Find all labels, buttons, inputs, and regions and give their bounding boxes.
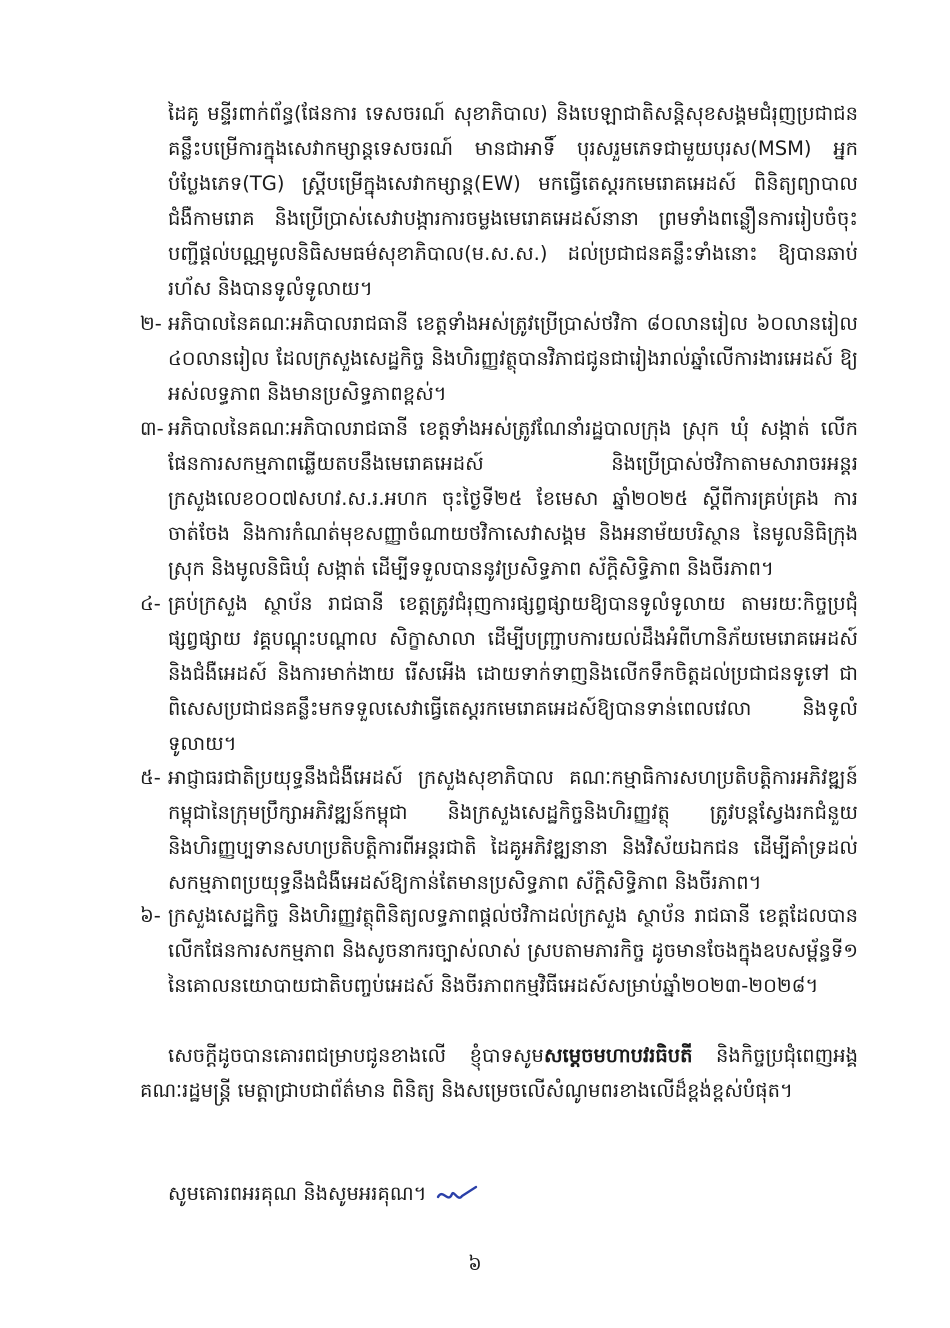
signature-icon [435, 1182, 479, 1206]
list-item [140, 411, 858, 586]
list-item [140, 586, 858, 761]
item-number: ២- [140, 312, 162, 335]
thanks-line [168, 1176, 479, 1211]
item-number: ៦- [140, 904, 161, 927]
thanks-text: សូមគោរពអរគុណ និងសូមអរគុណ។ [168, 1182, 427, 1205]
list-item [140, 898, 858, 1003]
closing-text-after: និងកិច្ចប្រជុំពេញអង្គគណៈរដ្ឋមន្ត្រី មេត្តាជ្រាបជាព័ត៌មាន ពិនិត្យ និងសម្រេចលើសំណូមពរខាងលើដ៏ខ្ពង់ខ្ពស់បំផុត។ [140, 1044, 858, 1102]
item-number: ៤- [140, 592, 161, 615]
list-item [140, 760, 858, 900]
closing-text-before: សេចក្តីដូចបានគោរពជម្រាបជូនខាងលើ ខ្ញុំបាទសូម [168, 1044, 544, 1067]
closing-paragraph [140, 1038, 858, 1108]
item-text: គ្រប់ក្រសួង ស្ថាប័ន រាជធានី ខេត្តត្រូវជំរុញការផ្សព្វផ្សាយឱ្យបានទូលំទូលាយ តាមរយៈកិច្ចប្រជុំផ្សព្វផ្សាយ វគ្គបណ្តុះបណ្តាល សិក្ខាសាលា ដើម្បីបញ្ជ្រាបការយល់ដឹងអំពីហានិភ័យមេរោគអេដស៍ និងជំងឺអេដស៍ និងការមាក់ងាយ រើសអើង ដោយទាក់ទាញនិងលើកទឹកចិត្តដល់ប្រជាជនទូទៅ ជាពិសេសប្រជាជនគន្លឹះមកទទួលសេវាធ្វើតេស្តរកមេរោគអេដស៍ឱ្យបានទាន់ពេលវេលា និងទូលំទូលាយ។ [168, 592, 858, 755]
item-text: អភិបាលនៃគណៈអភិបាលរាជធានី ខេត្តទាំងអស់ត្រូវប្រើប្រាស់ថវិកា ៨០លានរៀល ៦០លានរៀល ៤០លានរៀល ដែលក្រសួងសេដ្ឋកិច្ច និងហិរញ្ញវត្ថុបានវិភាជជូនជារៀងរាល់ឆ្នាំលើការងារអេដស៍ ឱ្យអស់លទ្ធភាព និងមានប្រសិទ្ធភាពខ្ពស់។ [168, 312, 858, 405]
item-text: អាជ្ញាធរជាតិប្រយុទ្ធនឹងជំងឺអេដស៍ ក្រសួងសុខាភិបាល គណៈកម្មាធិការសហប្រតិបត្តិការអភិវឌ្ឍន៍កម្ពុជានៃក្រុមប្រឹក្សាអភិវឌ្ឍន៍កម្ពុជា និងក្រសួងសេដ្ឋកិច្ចនិងហិរញ្ញវត្ថុ ត្រូវបន្តស្វែងរកជំនួយនិងហិរញ្ញប្បទានសហប្រតិបត្តិការពីអន្តរជាតិ ដៃគូអភិវឌ្ឍនានា និងវិស័យឯកជន ដើម្បីគាំទ្រដល់សកម្មភាពប្រយុទ្ធនឹងជំងឺអេដស៍ឱ្យកាន់តែមានប្រសិទ្ធភាព ស័ក្តិសិទ្ធិភាព និងចីរភាព។ [168, 766, 858, 894]
item-number: ៣- [140, 417, 164, 440]
intro-paragraph: ដៃគូ មន្ទីរពាក់ព័ន្ធ(ផែនការ ទេសចរណ៍ សុខាភិបាល) និងបេឡាជាតិសន្តិសុខសង្គមជំរុញប្រជាជនគន្លឹះបម្រើការក្នុងសេវាកម្សាន្តទេសចរណ៍ មានជាអាទិ៍ បុរសរួមភេទជាមួយបុរស(MSM) អ្នកបំប្លែងភេទ(TG) ស្ត្រីបម្រើក្នុងសេវាកម្សាន្ត(EW) មកធ្វើតេស្តរកមេរោគអេដស៍ ពិនិត្យព្យាបាលជំងឺកាមរោគ និងប្រើប្រាស់សេវាបង្ការការចម្លងមេរោគអេដស៍នានា ព្រមទាំងពន្លឿនការរៀបចំចុះបញ្ជីផ្តល់បណ្ណមូលនិធិសមធម៌សុខាភិបាល(ម.ស.ស.) ដល់ប្រជាជនគន្លឹះទាំងនោះ ឱ្យបានឆាប់រហ័ស និងបានទូលំទូលាយ។ [168, 102, 858, 300]
item-text: អភិបាលនៃគណៈអភិបាលរាជធានី ខេត្តទាំងអស់ត្រូវណែនាំរដ្ឋបាលក្រុង ស្រុក ឃុំ សង្កាត់ លើកផែនការសកម្មភាពឆ្លើយតបនឹងមេរោគអេដស៍ និងប្រើប្រាស់ថវិកាតាមសារាចរអន្តរក្រសួងលេខ០០៧សហវ.ស.រ.អហក ចុះថ្ងៃទី២៥ ខែមេសា ឆ្នាំ២០២៥ ស្តីពីការគ្រប់គ្រង ការចាត់ចែង និងការកំណត់មុខសញ្ញាចំណាយថវិកាសេវាសង្គម និងអនាម័យបរិស្ថាន នៃមូលនិធិក្រុង ស្រុក និងមូលនិធិឃុំ សង្កាត់ ដើម្បីទទួលបាននូវប្រសិទ្ធភាព ស័ក្តិសិទ្ធិភាព និងចីរភាព។ [168, 417, 858, 580]
list-item [140, 306, 858, 411]
item-text: ក្រសួងសេដ្ឋកិច្ច និងហិរញ្ញវត្ថុពិនិត្យលទ្ធភាពផ្តល់ថវិកាដល់ក្រសួង ស្ថាប័ន រាជធានី ខេត្តដែលបានលើកផែនការសកម្មភាព និងសូចនាករច្បាស់លាស់ ស្របតាមភារកិច្ច ដូចមានចែងក្នុងឧបសម្ព័ន្ធទី១ នៃគោលនយោបាយជាតិបញ្ចប់អេដស៍ និងចីរភាពកម្មវិធីអេដស៍សម្រាប់ឆ្នាំ២០២៣-២០២៨។ [168, 904, 858, 997]
closing-emphasis: សម្តេចមហាបវរធិបតី [543, 1044, 693, 1067]
item-number: ៥- [140, 766, 161, 789]
page-number: ៦ [468, 1253, 482, 1275]
